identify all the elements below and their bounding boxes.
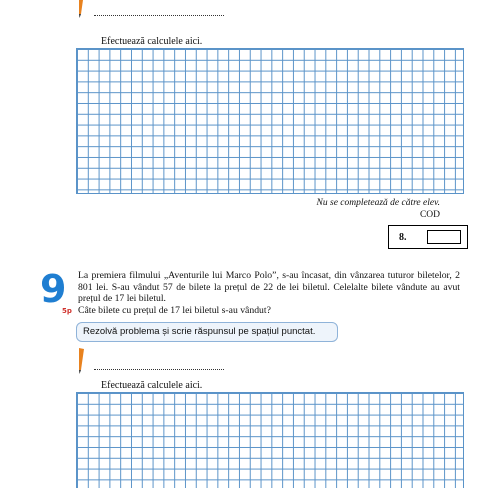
cod-label: COD xyxy=(419,210,440,220)
grading-note: Nu se completează de către elev. xyxy=(316,198,440,208)
instruction-box: Rezolvă problema și scrie răspunsul pe spațiul punctat. xyxy=(76,322,338,342)
problem-statement: La premiera filmului „Aventurile lui Marco Polo”, s-au încasat, din vânzarea tuturor biletelor, 2 801 lei. S-au vândut 57 de bilete la prețul de 22 de lei biletul. Celelalte bilete vândute au avut prețul de 17 lei biletul. xyxy=(78,270,460,304)
problem-question: Câte bilete cu prețul de 17 lei biletul s-au vândut? xyxy=(78,304,271,316)
grading-code-field[interactable] xyxy=(427,230,461,244)
pencil-icon xyxy=(76,348,86,374)
calculation-grid[interactable] xyxy=(76,392,464,488)
answer-dotted-line[interactable] xyxy=(94,368,224,370)
problem-text xyxy=(78,270,460,316)
grading-item-number: 8. xyxy=(399,232,407,243)
problem-number-digit: 9 xyxy=(40,267,67,311)
grading-code-box xyxy=(388,225,468,249)
calc-label: Efectuează calculele aici. xyxy=(101,380,203,391)
points-mark: 5p xyxy=(62,307,72,315)
calculation-grid[interactable] xyxy=(76,48,464,194)
calc-label: Efectuează calculele aici. xyxy=(101,36,203,47)
problem-number xyxy=(40,267,72,315)
pencil-icon xyxy=(76,0,86,18)
answer-dotted-line[interactable] xyxy=(94,14,224,16)
